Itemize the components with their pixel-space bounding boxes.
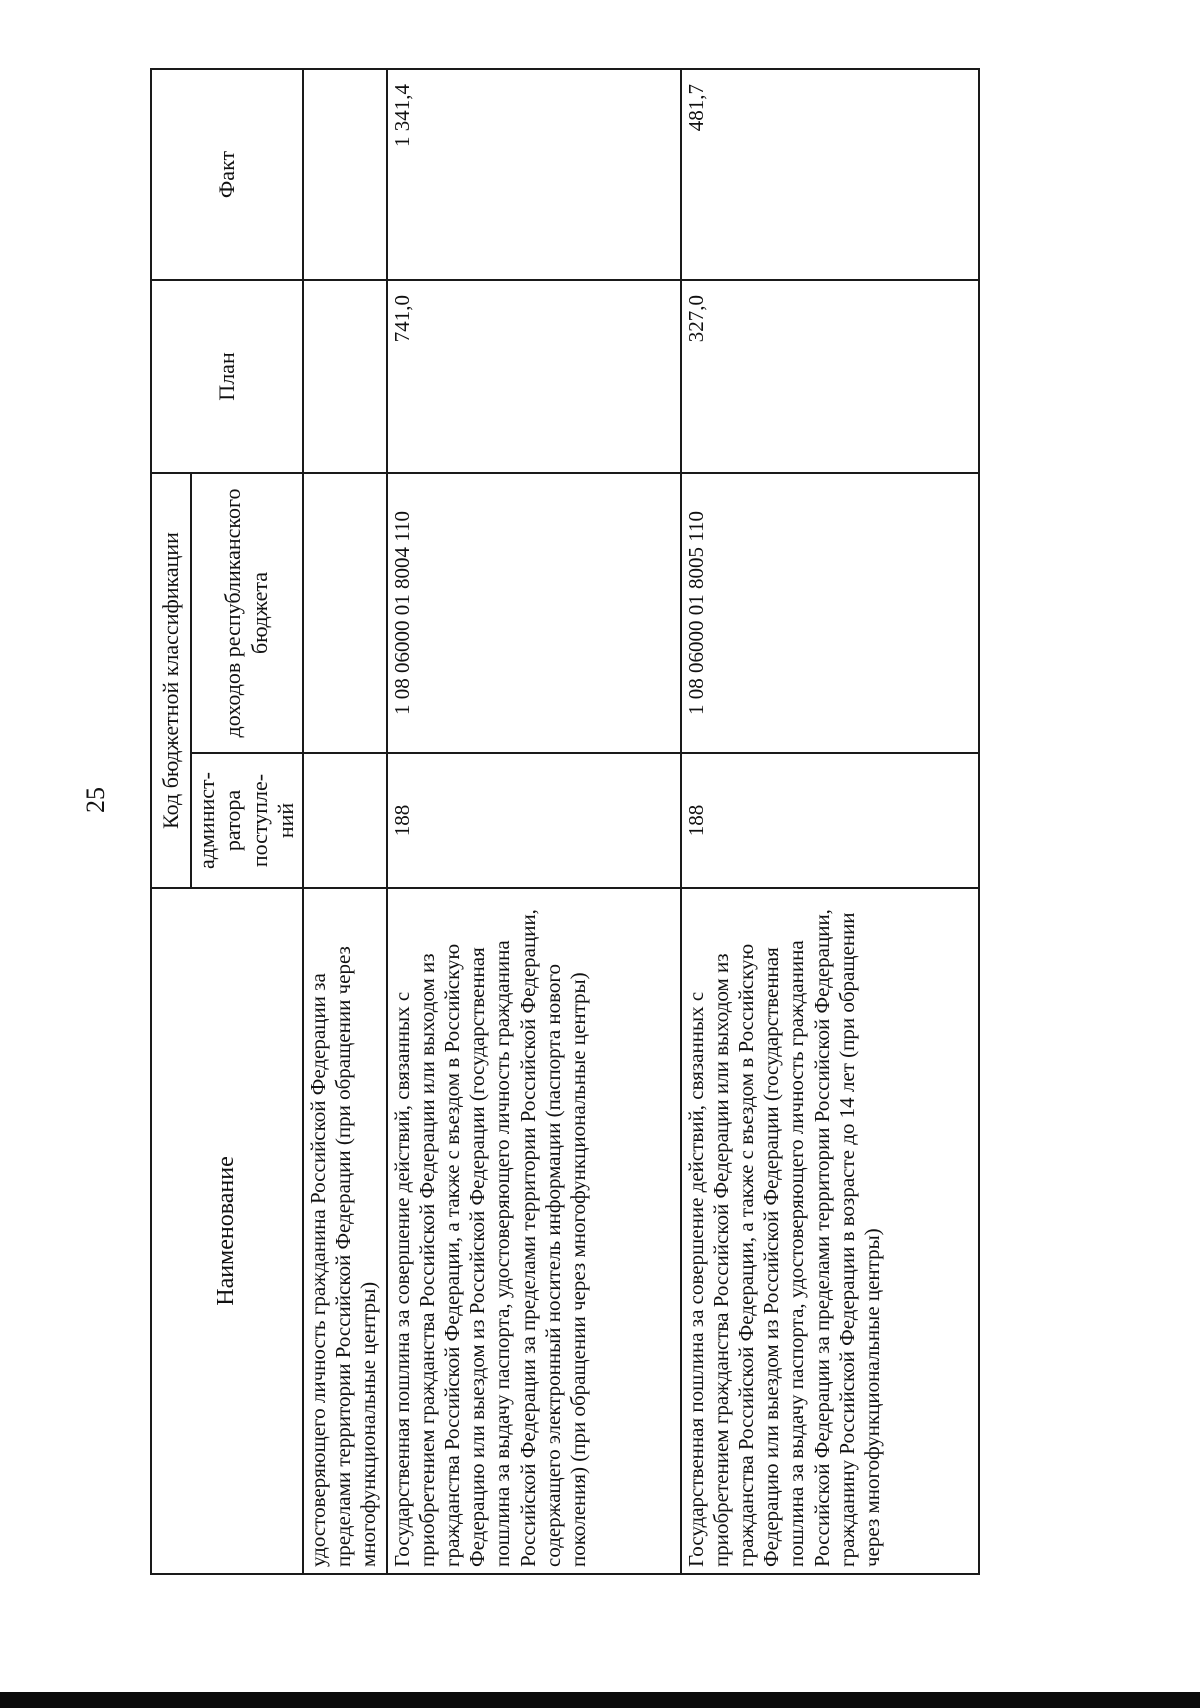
table-row (387, 69, 681, 1574)
header-admin: админист-ратора поступле-ний (191, 753, 303, 888)
row-name: удостоверяющего личность гражданина Российской Федерации за пределами территории Российской Федерации (при обращении через многофункциональные центры) (303, 888, 387, 1574)
row-admin-code (303, 753, 387, 888)
row-fact: 481,7 (681, 69, 979, 280)
row-fact (303, 69, 387, 280)
row-revenue-code: 1 08 06000 01 8005 110 (681, 473, 979, 753)
row-fact: 1 341,4 (387, 69, 681, 280)
header-budget-code: Код бюджетной классификации (151, 473, 191, 888)
page-number: 25 (81, 787, 110, 813)
header-name: Наименование (151, 888, 303, 1574)
row-revenue-code: 1 08 06000 01 8004 110 (387, 473, 681, 753)
row-name: Государственная пошлина за совершение действий, связанных с приобретением гражданства Российской Федерации или выходом из гражданства Российской Федерации, а также с въездом в Российскую Федерацию или выездом из Российской Федерации (государственная пошлина за выдачу паспорта, удостоверяющего личность гражданина Российской Федерации за пределами территории Российской Федерации, гражданину Российской Федерации в возрасте до 14 лет (при обращении через многофункциональные центры) (681, 888, 979, 1574)
row-admin-code: 188 (387, 753, 681, 888)
table-row (303, 69, 387, 1574)
header-plan: План (151, 280, 303, 473)
header-revenue: доходов республиканского бюджета (191, 473, 303, 753)
row-admin-code: 188 (681, 753, 979, 888)
row-revenue-code (303, 473, 387, 753)
row-plan (303, 280, 387, 473)
revenue-table-wrapper (150, 70, 956, 1575)
row-name: Государственная пошлина за совершение действий, связанных с приобретением гражданства Российской Федерации или выходом из гражданства Российской Федерации, а также с въездом в Российскую Федерацию или выездом из Российской Федерации (государственная пошлина за выдачу паспорта, удостоверяющего личность гражданина Российской Федерации за пределами территории Российской Федерации, содержащего электронный носитель информации (паспорта нового поколения) (при обращении через многофункциональные центры) (387, 888, 681, 1574)
row-plan: 741,0 (387, 280, 681, 473)
header-fact: Факт (151, 69, 303, 280)
revenue-table (150, 68, 980, 1575)
table-row (681, 69, 979, 1574)
scan-bottom-edge (0, 1692, 1200, 1708)
row-plan: 327,0 (681, 280, 979, 473)
